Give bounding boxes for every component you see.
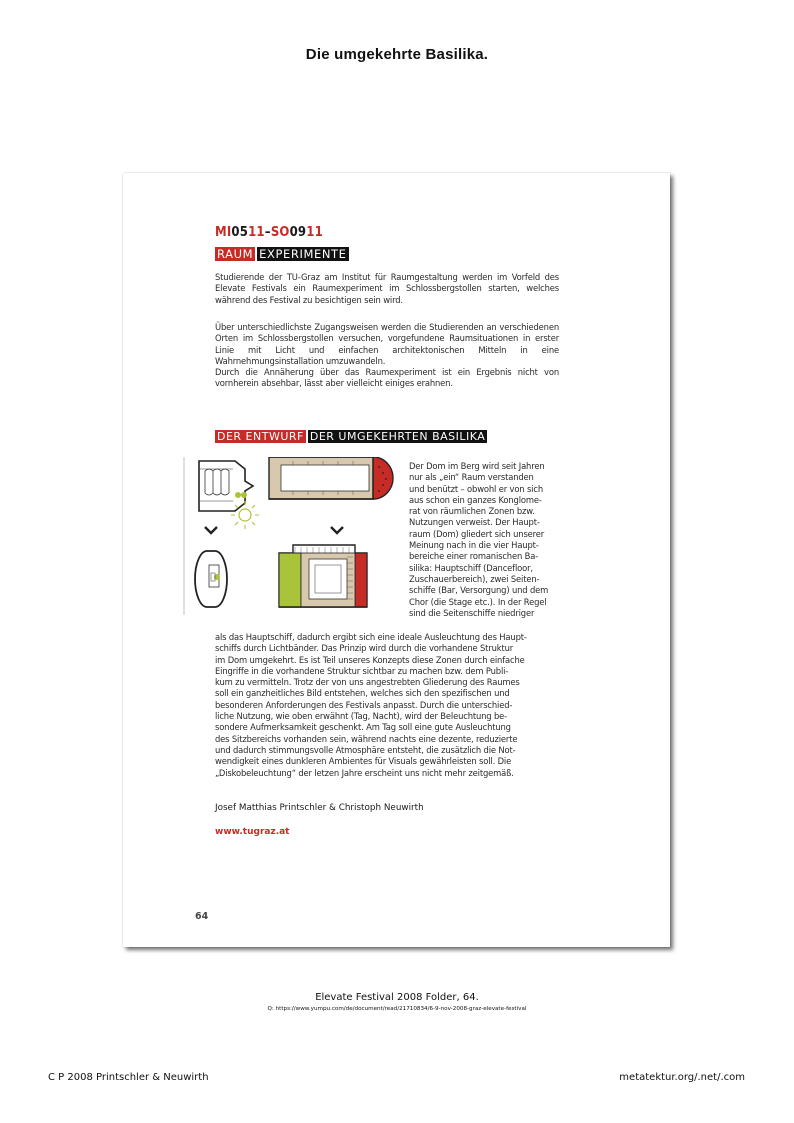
intro-paragraph [215,272,559,306]
date-part: 05 [231,225,249,240]
text-line: wendigkeit eines dunkleren Ambientes für Visuals gewährleisten soll. Die [215,756,512,767]
text-line: nur als „ein“ Raum verstanden [409,472,534,483]
nave-plan-top [269,457,393,499]
footer-website: metatektur.org/.net/.com [619,1072,745,1083]
paragraph: Durch die Annäherung über das Raumexperiment ist ein Ergebnis nicht von vornherein absehbar, lässt aber vielleicht einiges erahnen. [215,367,559,389]
text-line: Nutzungen verweist. Der Haupt- [409,517,540,528]
author-line: Josef Matthias Printschler & Christoph Neuwirth [215,803,424,813]
date-part: SO [270,225,290,240]
footer-copyright: C P 2008 Printschler & Neuwirth [48,1072,209,1083]
heading-black-part: DER UMGEKEHRTEN BASILIKA [309,430,486,443]
text-line: im Dom umgekehrt. Es ist Teil unseres Konzepts diese Zonen durch einfache [215,654,525,665]
paragraph: Studierende der TU-Graz am Institut für Raumgestaltung werden im Vorfeld des Elevate Festivals ein Raumexperiment im Schlossbergstollen starten, welches während des Festival zu besichtigen sein wird. [215,272,559,305]
text-line: und benützt – obwohl er von sich [409,483,543,494]
heading-black-part: EXPERIMENTE [259,247,347,261]
text-line: bereiche einer romanischen Ba- [409,551,539,562]
text-line: und dadurch stimmungsvolle Atmosphäre entsteht, die zusätzlich die Not- [215,744,516,755]
text-line: Zuschauerbereich), zwei Seiten- [409,573,540,584]
text-line: „Diskobeleuchtung“ der letzen Jahre erscheint uns nicht mehr zeitgemäß. [215,767,514,778]
text-line: liche Nutzung, wie oben erwähnt (Tag, Nacht), wird der Beleuchtung be- [215,711,508,722]
page-title: Die umgekehrte Basilika. [305,46,489,63]
text-line: besonderen Anforderungen des Festivals anpasst. Durch die unterschied- [215,699,513,710]
text-line: kum zu vermitteln. Trotz der von uns angestrebten Gliederung des Raumes [215,677,520,688]
text-line: raum (Dom) gliedert sich unserer [409,528,545,539]
text-line: Eingriffe in die vorhandene Struktur sichtbar zu machen bzw. dem Publi- [215,665,509,676]
heading-red-part: DER ENTWURF [217,430,304,443]
basilika-floor-plan-diagram [183,457,411,615]
source-reference: Q: https://www.yumpu.com/de/document/read/21710834/6-9-nov-2008-graz-elevate-festival [267,1006,527,1012]
text-line: Der Dom im Berg wird seit Jahren [409,461,545,471]
text-line: sind die Seitenschiffe niedriger [409,607,535,618]
heading-red-part: RAUM [217,247,254,261]
text-line: als das Hauptschiff, dadurch ergibt sich eine ideale Ausleuchtung des Haupt- [215,632,527,642]
second-paragraph [215,322,559,390]
article-body-full [215,632,561,779]
text-line: sondere Aufmerksamkeit geschenkt. Am Tag soll eine gute Ausleuchtung [215,722,511,733]
text-line: Meinung nach in die vier Haupt- [409,540,539,551]
chevron-down-icon [331,527,343,533]
page-number: 64 [195,911,209,922]
basilika-plan-bottom [279,545,367,607]
section-heading-raum-experimente [215,247,349,261]
text-line: schiffs durch Lichtbänder. Das Prinzip wird durch die vorhandene Struktur [215,643,514,654]
text-line: soll ein ganzheitliches Bild entstehen, welches sich den spezifischen und [215,688,510,699]
date-part: 11 [248,225,265,240]
entrance-plan-bottom [195,551,227,607]
article-body-side [409,461,561,619]
text-line: Chor (die Stage etc.). In der Regel [409,596,547,607]
entrance-plan-top [199,461,259,529]
website-link[interactable]: www.tugraz.at [215,827,290,837]
section-heading-entwurf [215,430,487,444]
chevron-down-icon [205,527,217,533]
date-part: MI [215,225,232,240]
folder-page [123,173,670,947]
event-date [215,225,323,240]
text-line: silika: Hauptschiff (Dancefloor, [409,562,533,573]
date-part: – [264,225,271,240]
date-part: 09 [289,225,307,240]
paragraph: Über unterschiedlichste Zugangsweisen werden die Studierenden an verschiedenen Orten im Schlossbergstollen versuchen, vorgefundene Raumsituationen in erster Linie mit Licht und einfachen architektonischen Mitteln in eine Wahrnehmungsinstallation umzuwandeln. [215,322,559,366]
text-line: des Sitzbereichs vorhanden sein, während nachts eine dezente, reduzierte [215,733,518,744]
date-part: 11 [306,225,323,240]
text-line: schiffe (Bar, Versorgung) und dem [409,585,549,596]
text-line: aus schon ein ganzes Konglome- [409,494,542,505]
text-line: rat von räumlichen Zonen bzw. [409,506,535,517]
figure-caption: Elevate Festival 2008 Folder, 64. [315,992,479,1003]
